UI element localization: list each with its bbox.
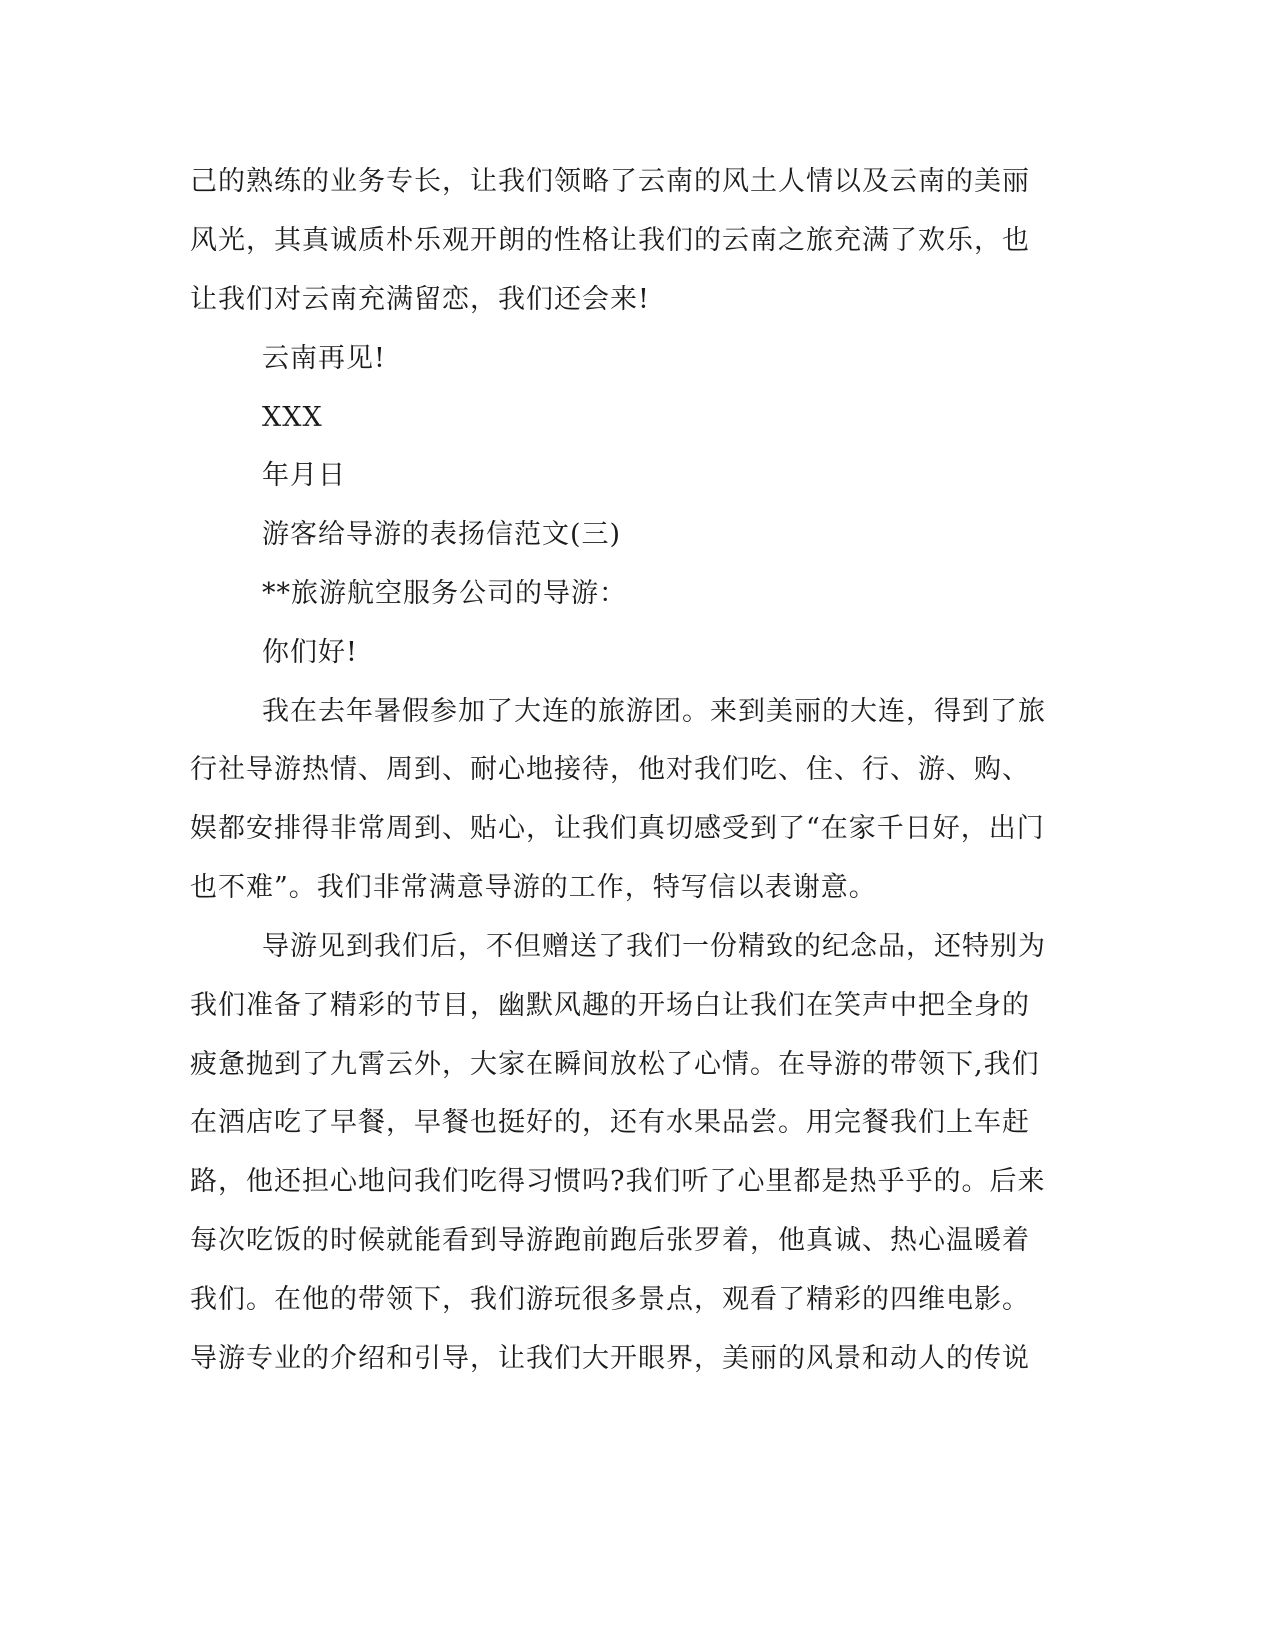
section-title: 游客给导游的表扬信范文(三) xyxy=(262,519,622,550)
paragraph-line: 我在去年暑假参加了大连的旅游团。来到美丽的大连，得到了旅 xyxy=(262,696,1046,727)
paragraph-line: 让我们对云南充满留恋，我们还会来! xyxy=(190,284,650,315)
paragraph-line: 导游专业的介绍和引导，让我们大开眼界，美丽的风景和动人的传说 xyxy=(190,1343,1030,1374)
paragraph-line: 风光，其真诚质朴乐观开朗的性格让我们的云南之旅充满了欢乐，也 xyxy=(190,225,1030,256)
paragraph-line: 路，他还担心地问我们吃得习惯吗?我们听了心里都是热乎乎的。后来 xyxy=(190,1166,1046,1197)
paragraph-line: 导游见到我们后，不但赠送了我们一份精致的纪念品，还特别为 xyxy=(262,931,1046,962)
signature-name: XXX xyxy=(262,402,323,433)
paragraph-line: 行社导游热情、周到、耐心地接待，他对我们吃、住、行、游、购、 xyxy=(190,754,1030,785)
greeting-line: 你们好! xyxy=(262,637,358,668)
paragraph-line: 也不难”。我们非常满意导游的工作，特写信以表谢意。 xyxy=(190,872,877,903)
paragraph-line: 娱都安排得非常周到、贴心，让我们真切感受到了“在家千日好，出门 xyxy=(190,813,1045,844)
paragraph-line: 我们。在他的带领下，我们游玩很多景点，观看了精彩的四维电影。 xyxy=(190,1284,1030,1315)
paragraph-line: 己的熟练的业务专长，让我们领略了云南的风土人情以及云南的美丽 xyxy=(190,166,1030,197)
paragraph-line: 疲惫抛到了九霄云外，大家在瞬间放松了心情。在导游的带领下,我们 xyxy=(190,1049,1040,1080)
paragraph-line: 我们准备了精彩的节目，幽默风趣的开场白让我们在笑声中把全身的 xyxy=(190,990,1030,1021)
paragraph-line: 每次吃饭的时候就能看到导游跑前跑后张罗着，他真诚、热心温暖着 xyxy=(190,1225,1030,1256)
signature-date: 年月日 xyxy=(262,460,346,491)
closing-line: 云南再见! xyxy=(262,343,386,374)
paragraph-line: 在酒店吃了早餐，早餐也挺好的，还有水果品尝。用完餐我们上车赶 xyxy=(190,1107,1030,1138)
salutation-recipient: **旅游航空服务公司的导游： xyxy=(262,578,627,609)
